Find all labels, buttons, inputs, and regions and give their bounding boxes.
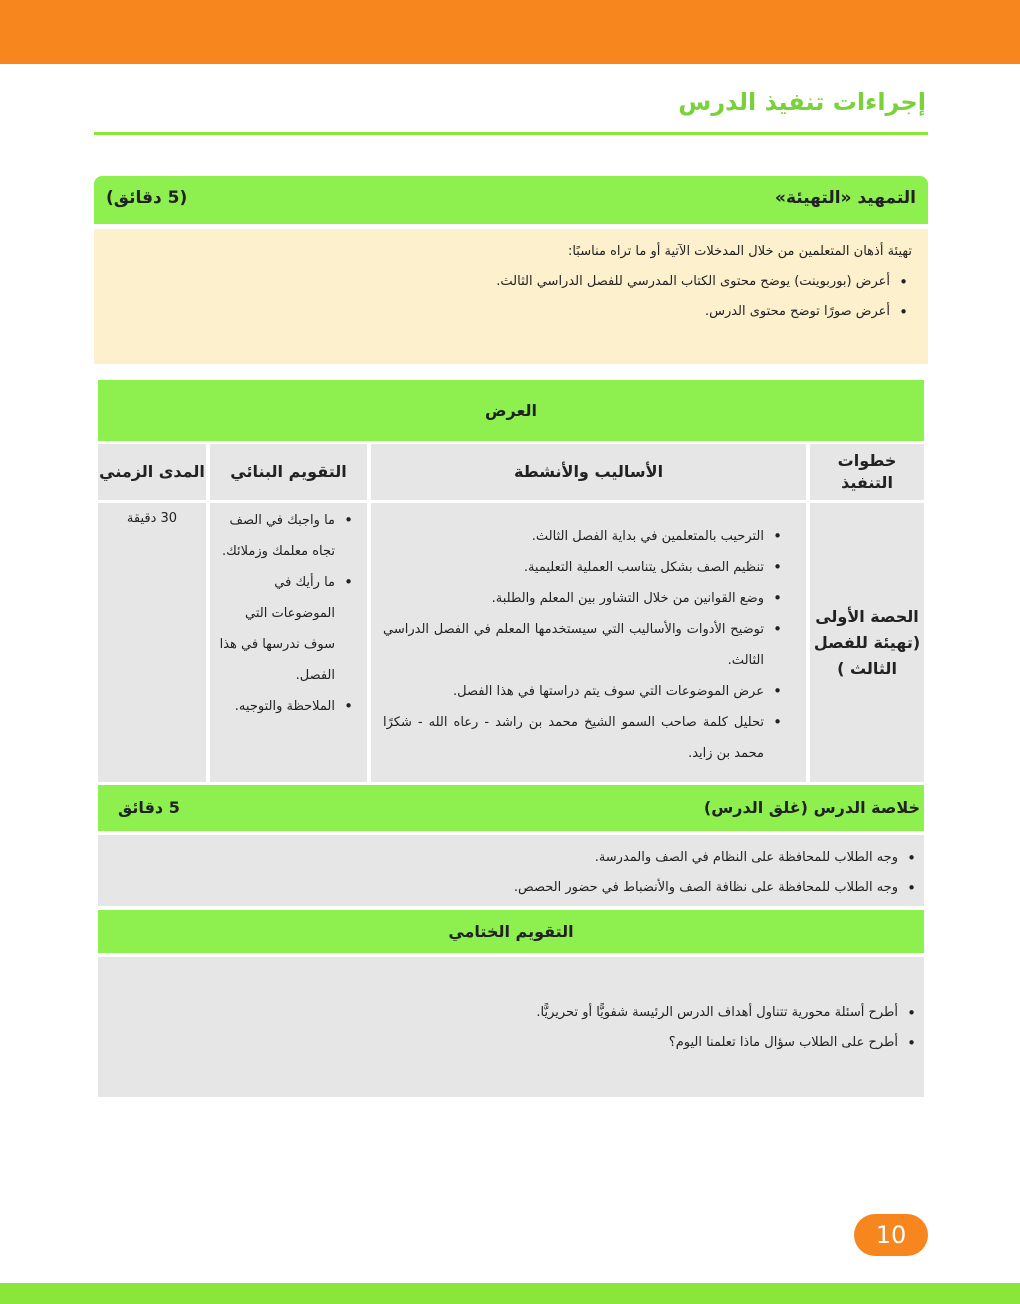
list-item: • أطرح أسئلة محورية تتناول أهداف الدرس الرئيسة شفويًّا أو تحريريًّا. [114,1001,920,1025]
final-evaluation-body [98,957,924,1097]
list-item: • وجه الطلاب للمحافظة على نظافة الصف والأنضباط في حضور الحصص. [114,876,920,900]
header-methods: الأساليب والأنشطة [371,444,806,500]
summary-body [98,835,924,906]
methods-list [383,521,786,769]
list-item: • توضيح الأدوات والأساليب التي سيستخدمها المعلم في الفصل الدراسي الثالث. [383,614,786,676]
warmup-list [110,271,912,323]
list-item: • ما رأيك في الموضوعات التي سوف ندرسها في هذا الفصل. [218,567,357,691]
summary-label: خلاصة الدرس (غلق الدرس) [703,798,920,817]
summary-list [114,846,920,900]
header-steps: خطوات التنفيذ [810,444,924,500]
list-item: • وضع القوانين من خلال التشاور بين المعلم والطلبة. [383,583,786,614]
warmup-intro: تهيئة أذهان المتعلمين من خلال المدخلات الآتية أو ما تراه مناسبًا: [567,244,912,259]
final-evaluation-list [114,1001,920,1055]
list-item: • أعرض صورًا توضح محتوى الدرس. [110,301,912,323]
title-divider [94,132,928,135]
list-item: • وجه الطلاب للمحافظة على النظام في الصف والمدرسة. [114,846,920,870]
list-item: • الترحيب بالمتعلمين في بداية الفصل الثالث. [383,521,786,552]
steps-cell: الحصة الأولى (تهيئة للفصل الثالث ) [810,503,924,782]
presentation-table [98,444,924,782]
list-item: • الملاحظة والتوجيه. [218,691,357,722]
bottom-green-bar [0,1283,1020,1304]
evaluation-list [218,505,357,722]
list-item: • أطرح على الطلاب سؤال ماذا تعلمنا اليوم؟ [114,1031,920,1055]
header-evaluation: التقويم البنائي [210,444,367,500]
summary-header [98,785,924,831]
warmup-time: (5 دقائق) [106,188,188,208]
list-item: • ما واجبك في الصف تجاه معلمك وزملائك. [218,505,357,567]
evaluation-cell [210,503,367,782]
list-item: • تحليل كلمة صاحب السمو الشيخ محمد بن راشد - رعاه الله - شكرًا محمد بن زايد. [383,707,786,769]
final-evaluation-header: التقويم الختامي [98,910,924,953]
warmup-header [94,176,928,224]
methods-cell [371,503,806,782]
duration-cell: 30 دقيقة [98,503,206,782]
summary-time: 5 دقائق [118,798,180,817]
top-orange-bar [0,0,1020,64]
warmup-body [94,229,928,364]
page-number-badge: 10 [854,1214,928,1256]
presentation-header: العرض [98,380,924,441]
list-item: • عرض الموضوعات التي سوف يتم دراستها في هذا الفصل. [383,676,786,707]
header-duration: المدى الزمني [98,444,206,500]
list-item: • تنظيم الصف بشكل يتناسب العملية التعليمية. [383,552,786,583]
warmup-label: التمهيد «التهيئة» [775,188,916,208]
list-item: • أعرض (بوربوينت) يوضح محتوى الكتاب المدرسي للفصل الدراسي الثالث. [110,271,912,293]
page-title: إجراءات تنفيذ الدرس [678,88,926,116]
